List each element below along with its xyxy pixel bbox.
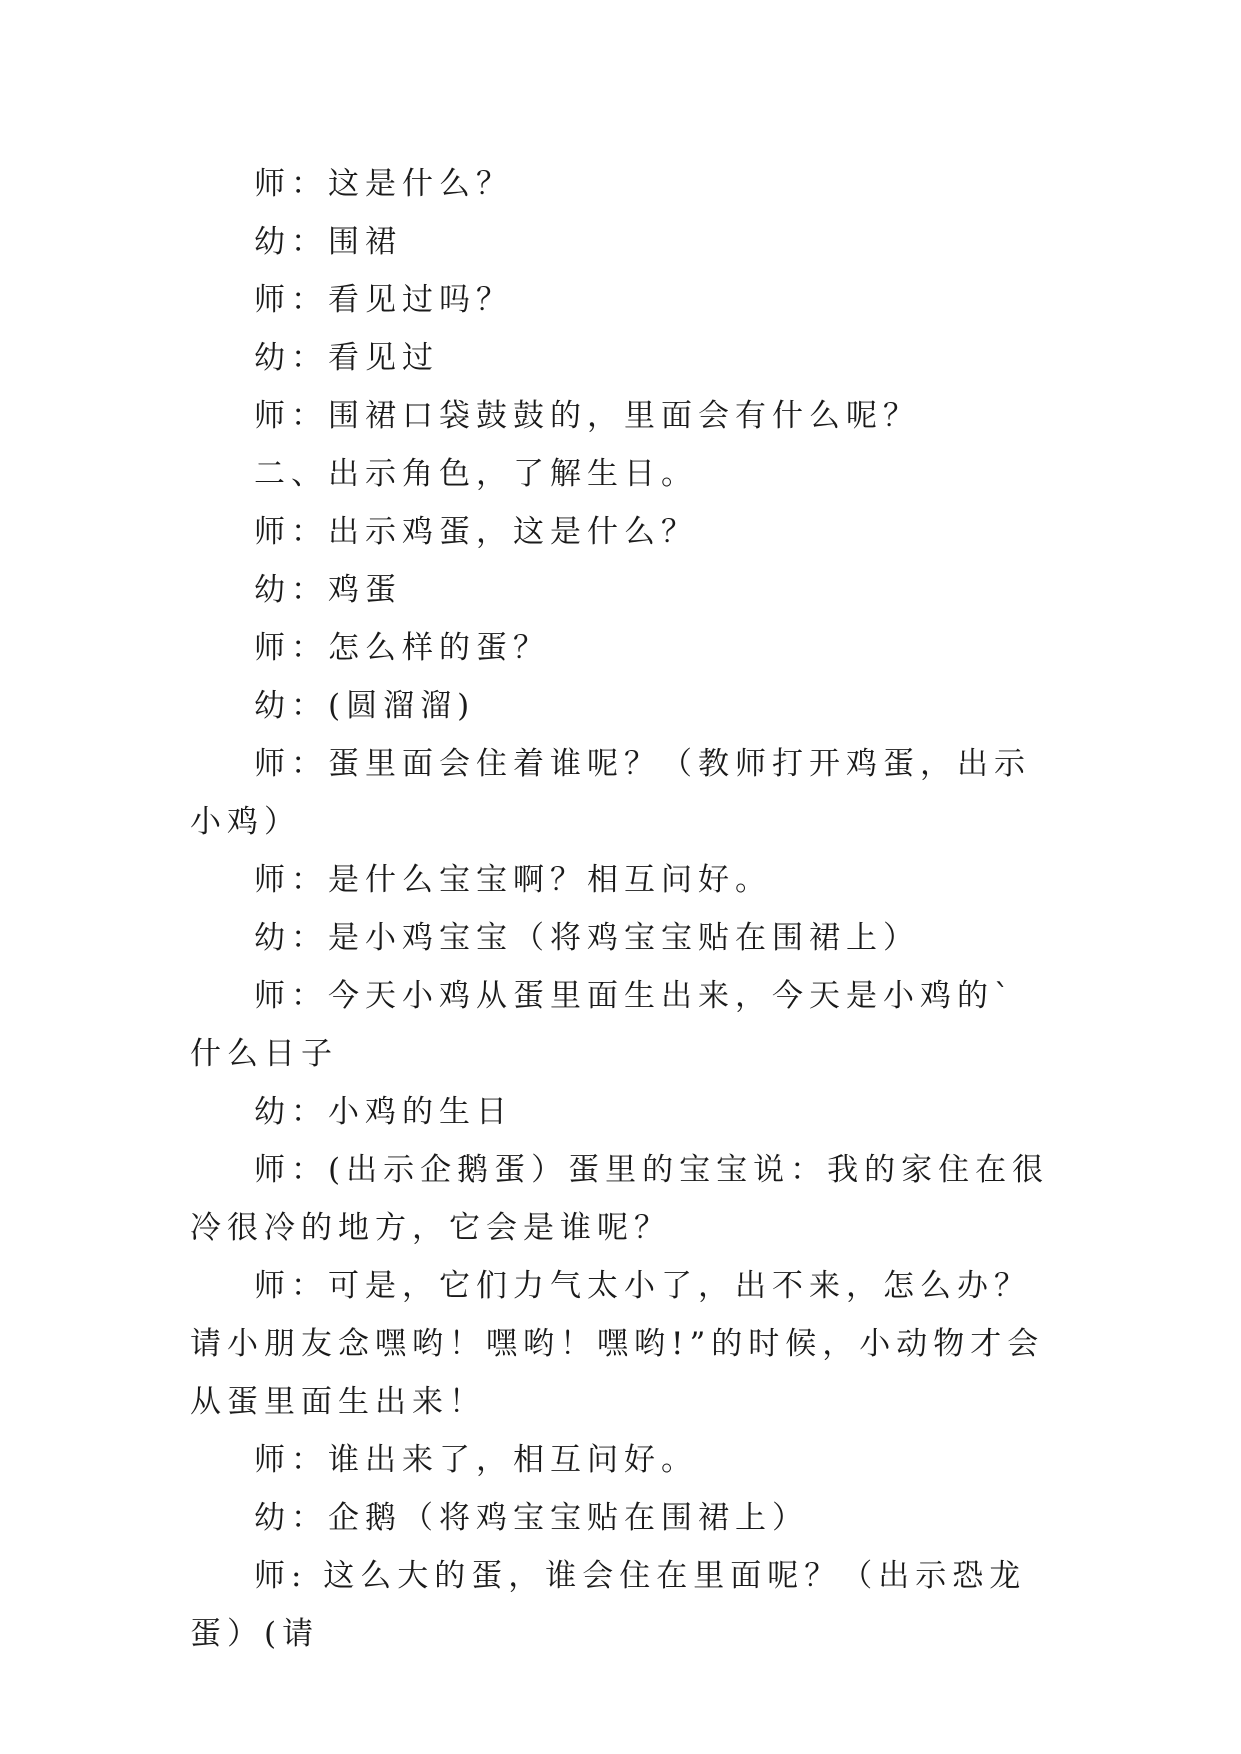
- paragraph: 师：看见过吗？: [254, 282, 513, 318]
- paragraph: 师：(出示企鹅蛋）蛋里的宝宝说：我的家住在很冷很冷的地方，它会是谁呢？: [190, 1152, 1050, 1246]
- paragraph: 幼：企鹅（将鸡宝宝贴在围裙上）: [254, 1500, 809, 1536]
- paragraph: 幼：(圆溜溜): [254, 688, 476, 724]
- paragraph: 幼：鸡蛋: [254, 572, 402, 608]
- paragraph: 师：今天小鸡从蛋里面生出来，今天是小鸡的`什么日子: [190, 978, 1016, 1072]
- paragraph: 师：谁出来了，相互问好。: [254, 1442, 698, 1478]
- paragraph: 师：蛋里面会住着谁呢？（教师打开鸡蛋，出示小鸡）: [190, 746, 1031, 840]
- paragraph: 幼：围裙: [254, 224, 402, 260]
- paragraph: 师：是什么宝宝啊？相互问好。: [254, 862, 772, 898]
- paragraph: 师：围裙口袋鼓鼓的，里面会有什么呢？: [254, 398, 920, 434]
- paragraph: 师：这是什么？: [254, 166, 513, 202]
- paragraph: 师：怎么样的蛋？: [254, 630, 550, 666]
- paragraph: 师：可是，它们力气太小了，出不来，怎么办？请小朋友念嘿哟！嘿哟！嘿哟!”的时候，小动物才会从蛋里面生出来！: [190, 1268, 1045, 1420]
- section-heading: 二、出示角色，了解生日。: [254, 456, 698, 492]
- paragraph: 师: 这么大的蛋，谁会住在里面呢？（出示恐龙蛋）(请: [190, 1558, 1027, 1652]
- paragraph: 幼：是小鸡宝宝（将鸡宝宝贴在围裙上）: [254, 920, 920, 956]
- paragraph: 幼：看见过: [254, 340, 439, 376]
- paragraph: 幼：小鸡的生日: [254, 1094, 513, 1130]
- document-body: [190, 155, 1050, 1663]
- paragraph: 师：出示鸡蛋，这是什么？: [254, 514, 698, 550]
